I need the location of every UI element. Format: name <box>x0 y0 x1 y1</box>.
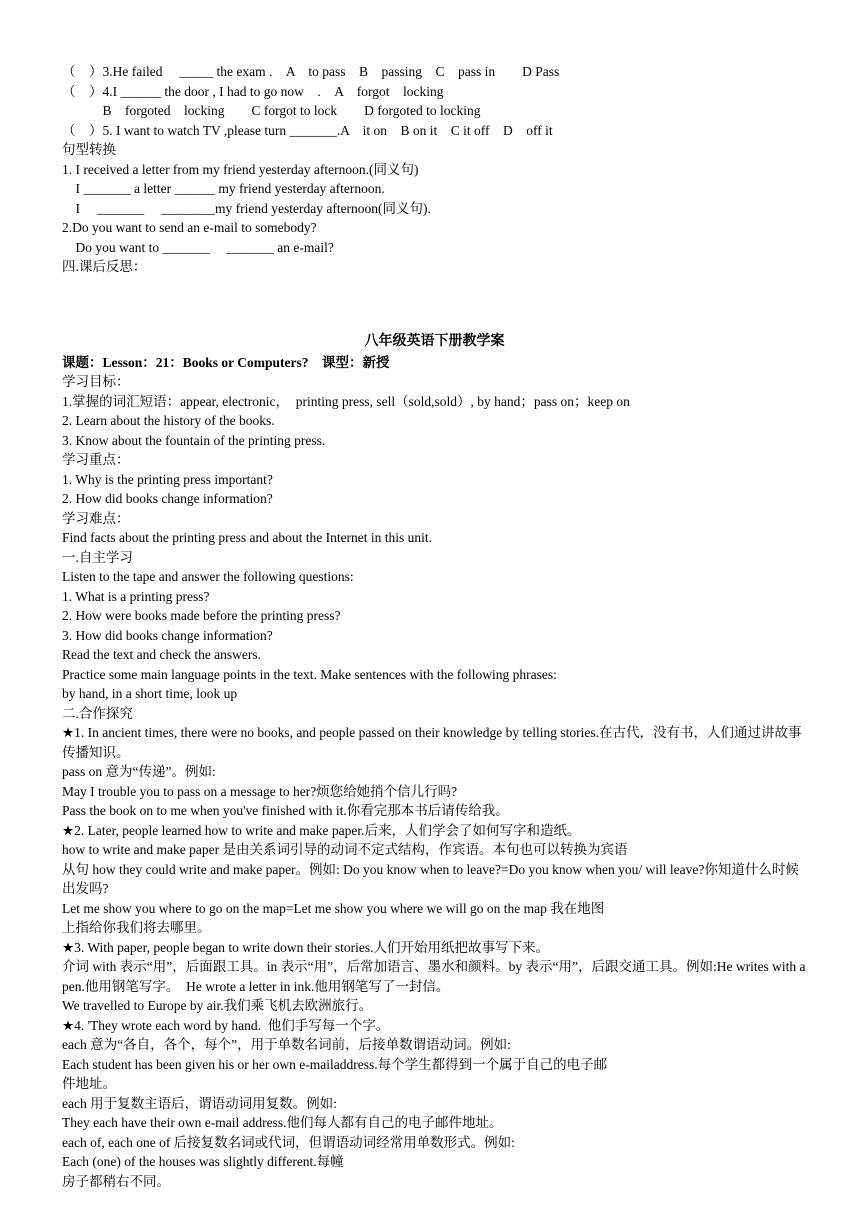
lesson-objectives <box>62 372 807 723</box>
point-1: ★1. In ancient times, there were no books, and people passed on their knowledge by telling stories.在古代，没有书，人们通过讲故事传播知识。 <box>62 725 802 760</box>
transform-item-1: 1. I received a letter from my friend yesterday afternoon.(同义句) <box>62 161 419 177</box>
point-3: ★3. With paper, people began to write down their stories.人们开始用纸把故事写下来。 <box>62 939 549 955</box>
topic-label: 课题： <box>62 354 103 370</box>
self-study-heading: 一.自主学习 <box>62 549 133 565</box>
question-4-options: B forgoted locking C forgot to lock D forgoted to locking <box>62 103 481 118</box>
key-point-1: 1. Why is the printing press important? <box>62 471 273 487</box>
lesson-type: 课型：新授 <box>322 354 390 370</box>
point-1-note: pass on 意为“传递”。例如: <box>62 764 216 779</box>
practice-phrases: by hand, in a short time, look up <box>62 686 238 701</box>
question-5: （ ）5. I want to watch TV ,please turn _______.A it on B on it C it off D off it <box>62 122 553 138</box>
reflection-heading: 四.课后反思： <box>62 259 147 274</box>
self-study-q2: 2. How were books made before the printing press? <box>62 608 341 623</box>
self-study-instruction: Listen to the tape and answer the following questions: <box>62 569 354 584</box>
cooperation-heading: 二.合作探究 <box>62 705 133 721</box>
sentence-transform-heading: 句型转换 <box>62 142 116 157</box>
lesson-title: 八年级英语下册教学案 <box>364 333 505 349</box>
point-4-example-3: Each (one) of the houses was slightly different.每幢 <box>62 1154 344 1169</box>
document-page <box>62 62 807 1191</box>
difficulty-heading: 学习难点： <box>62 510 130 526</box>
point-4: ★4. 'They wrote each word by hand. 他们手写每一个字。 <box>62 1017 390 1033</box>
transform-item-1b: I _______ ________my friend yesterday afternoon(同义句). <box>62 200 431 216</box>
point-4-note-2: each 用于复数主语后，谓语动词用复数。例如: <box>62 1095 337 1111</box>
explanation-section <box>62 723 807 1191</box>
point-1-example-2: Pass the book on to me when you've finished with it.你看完那本书后请传给我。 <box>62 803 509 818</box>
objective-3: 3. Know about the fountain of the printing press. <box>62 432 326 448</box>
topic-value: Lesson：21：Books or Computers? <box>102 354 309 370</box>
point-4-example-1-cont: 件地址。 <box>62 1076 116 1091</box>
point-2-example: Let me show you where to go on the map=Let me show you where we will go on the map 我在地图 <box>62 900 605 916</box>
difficulty-text: Find facts about the printing press and about the Internet in this unit. <box>62 530 433 545</box>
exercise-section <box>62 62 807 277</box>
point-2: ★2. Later, people learned how to write and make paper.后来，人们学会了如何写字和造纸。 <box>62 822 581 838</box>
point-2-note: how to write and make paper 是由关系词引导的动词不定式结构，作宾语。本句也可以转换为宾语 <box>62 842 628 857</box>
transform-item-2a: Do you want to _______ _______ an e-mail? <box>62 239 334 255</box>
point-4-note: each 意为“各自，各个，每个”，用于单数名词前，后接单数谓语动词。例如: <box>62 1037 511 1052</box>
transform-item-2: 2.Do you want to send an e-mail to somebody? <box>62 220 317 235</box>
point-2-note-cont: 从句 how they could write and make paper。例如: Do you know when to leave?=Do you know when you/ will leave?你知道什么时候出发吗? <box>62 861 799 896</box>
objectives-heading: 学习目标： <box>62 374 130 389</box>
point-3-example: We travelled to Europe by air.我们乘飞机去欧洲旅行。 <box>62 998 373 1013</box>
point-1-example-1: May I trouble you to pass on a message to her?烦您给她捎个信儿行吗? <box>62 783 458 799</box>
point-4-example-3-cont: 房子都稍右不同。 <box>62 1173 170 1189</box>
point-3-note: 介词 with 表示“用”，后面跟工具。in 表示“用”，后常加语言、墨水和颜料。by 表示“用”，后跟交通工具。例如:He writes with a pen.他用钢笔写字。 He wrote a letter in ink.他用钢笔写了一封信。 <box>62 959 806 994</box>
transform-item-1a: I _______ a letter ______ my friend yesterday afternoon. <box>62 181 385 196</box>
self-study-q3: 3. How did books change information? <box>62 627 273 643</box>
key-point-2: 2. How did books change information? <box>62 491 273 506</box>
point-4-note-3: each of, each one of 后接复数名词或代词，但谓语动词经常用单数形式。例如: <box>62 1134 515 1150</box>
check-answers: Read the text and check the answers. <box>62 647 262 662</box>
objective-1: 1.掌握的词汇短语：appear, electronic， printing press, sell（sold,sold）, by hand；pass on；keep on <box>62 393 630 409</box>
point-4-example-2: They each have their own e-mail address.他们每人都有自己的电子邮件地址。 <box>62 1115 503 1130</box>
lesson-topic-line <box>62 353 807 373</box>
objective-2: 2. Learn about the history of the books. <box>62 413 275 428</box>
point-4-example-1: Each student has been given his or her own e-mailaddress.每个学生都得到一个属于自己的电子邮 <box>62 1056 608 1072</box>
point-2-example-cont: 上指给你我们将去哪里。 <box>62 920 211 935</box>
key-points-heading: 学习重点： <box>62 452 130 467</box>
question-4: （ ）4.I ______ the door , I had to go now . A forgot locking <box>62 83 444 99</box>
practice-instruction: Practice some main language points in the text. Make sentences with the following phrases: <box>62 666 557 682</box>
self-study-q1: 1. What is a printing press? <box>62 588 210 604</box>
question-3: （ ）3.He failed _____ the exam . A to pass B passing C pass in D Pass <box>62 64 560 79</box>
